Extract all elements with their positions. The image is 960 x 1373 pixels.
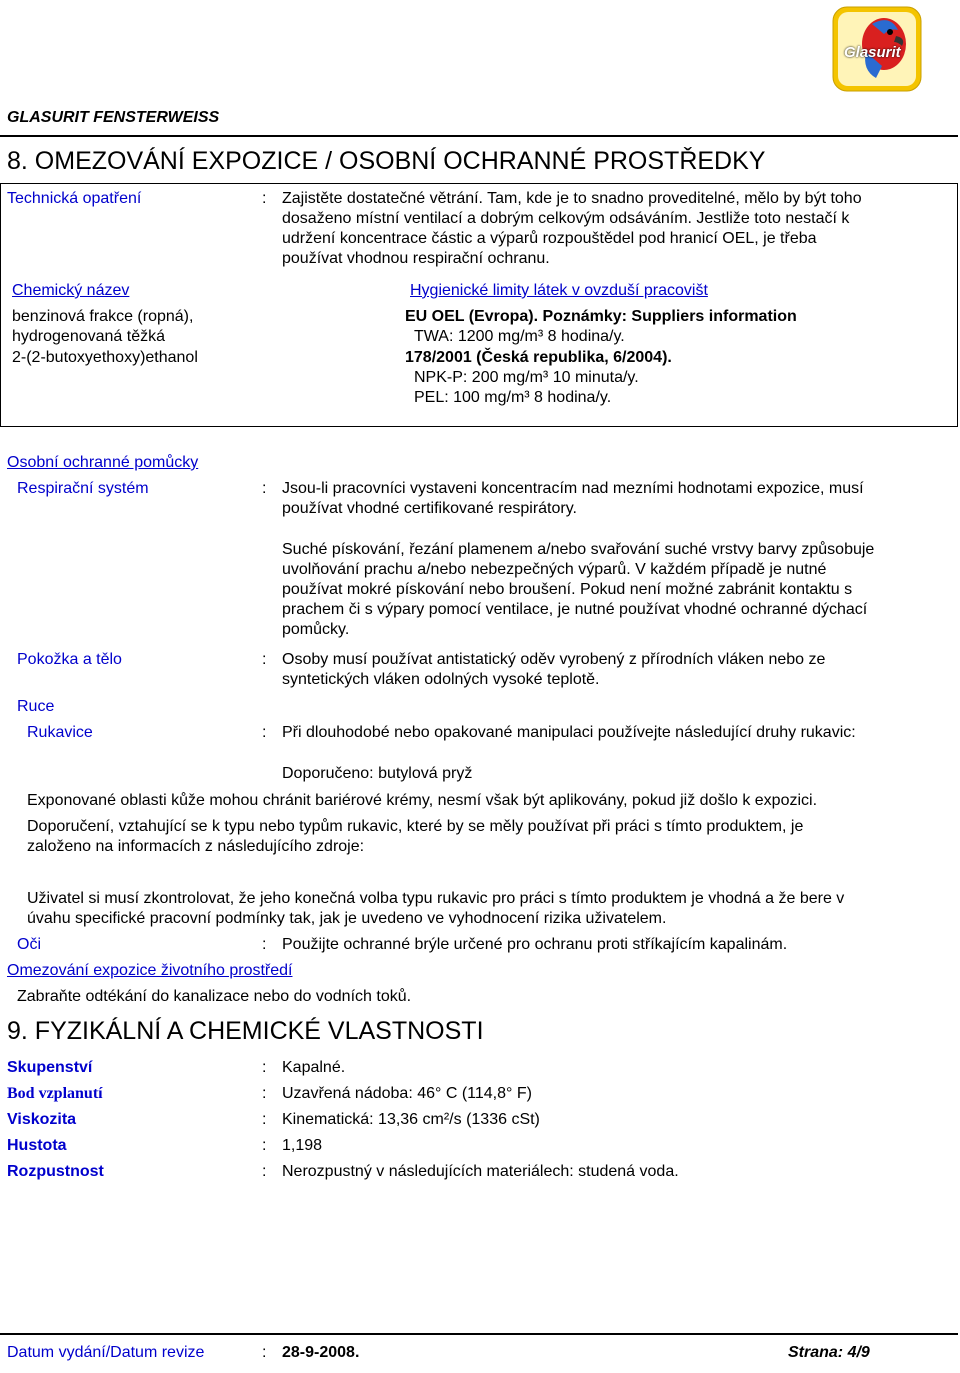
- eyes-colon: :: [262, 936, 267, 953]
- skin-line-2: syntetických vláken odolných vysoké teplotě.: [282, 671, 600, 688]
- product-name: GLASURIT FENSTERWEISS: [7, 109, 220, 126]
- chemical-2-name: 2-(2-butoxyethoxy)ethanol: [12, 349, 198, 366]
- property-label-solubility: Rozpustnost: [7, 1163, 104, 1180]
- property-colon: :: [262, 1111, 267, 1128]
- property-colon: :: [262, 1137, 267, 1154]
- chemical-1-name-line-2: hydrogenovaná těžká: [12, 328, 165, 345]
- chemical-2-limit-source: 178/2001 (Česká republika, 6/2004).: [405, 349, 672, 366]
- chemical-1-limit-source: EU OEL (Evropa). Poznámky: Suppliers information: [405, 308, 797, 325]
- logo-text: Glasurit: [844, 44, 901, 61]
- environmental-exposure-text: Zabraňte odtékání do kanalizace nebo do vodních toků.: [17, 988, 412, 1005]
- footer-date-label: Datum vydání/Datum revize: [7, 1344, 205, 1361]
- skin-body-label: Pokožka a tělo: [17, 651, 122, 668]
- eyes-text: Použijte ochranné brýle určené pro ochranu proti stříkajícím kapalinám.: [282, 936, 788, 953]
- chemical-2-limit-pel: PEL: 100 mg/m³ 8 hodina/y.: [414, 389, 612, 406]
- property-value-viscosity: Kinematická: 13,36 cm²/s (1336 cSt): [282, 1111, 540, 1128]
- property-label-density: Hustota: [7, 1137, 67, 1154]
- property-colon: :: [262, 1163, 267, 1180]
- section9-title: 9. FYZIKÁLNÍ A CHEMICKÉ VLASTNOSTI: [7, 1017, 484, 1045]
- respiratory-label: Respirační systém: [17, 480, 149, 497]
- environmental-exposure-header: Omezování expozice životního prostředí: [7, 962, 293, 979]
- glasurit-logo: [832, 6, 922, 92]
- property-colon: :: [262, 1059, 267, 1076]
- respiratory-line-2: používat vhodné certifikované respirátory.: [282, 500, 577, 517]
- user-check-line-1: Uživatel si musí zkontrolovat, že jeho konečná volba typu rukavic pro práci s tímto produktem je vhodná a že bere v: [27, 890, 845, 907]
- exposure-limits-header: Hygienické limity látek v ovzduší pracovišt: [410, 282, 708, 299]
- property-label-flash-point: Bod vzplanutí: [7, 1085, 103, 1102]
- chemical-1-limit-twa: TWA: 1200 mg/m³ 8 hodina/y.: [414, 328, 625, 345]
- footer-date-value: 28-9-2008.: [282, 1344, 360, 1361]
- chemical-2-limit-npk: NPK-P: 200 mg/m³ 10 minuta/y.: [414, 369, 639, 386]
- respiratory-note-line-1: Suché pískování, řezání plamenem a/nebo svařování suché vrstvy barvy způsobuje: [282, 541, 875, 558]
- gloves-recommendation: Doporučeno: butylová pryž: [282, 765, 473, 782]
- chemical-name-header: Chemický název: [12, 282, 130, 299]
- chemical-1-name-line-1: benzinová frakce (ropná),: [12, 308, 194, 325]
- respiratory-note-line-5: pomůcky.: [282, 621, 350, 638]
- property-value-solubility: Nerozpustný v následujících materiálech: studená voda.: [282, 1163, 679, 1180]
- ppe-header: Osobní ochranné pomůcky: [7, 454, 199, 471]
- respiratory-colon: :: [262, 480, 267, 497]
- tech-measures-label: Technická opatření: [7, 190, 142, 207]
- gloves-colon: :: [262, 724, 267, 741]
- exposed-skin-text: Exponované oblasti kůže mohou chránit bariérové krémy, nesmí však být aplikovány, pokud již došlo k expozici.: [27, 792, 818, 809]
- gloves-label: Rukavice: [27, 724, 93, 741]
- skin-line-1: Osoby musí používat antistatický oděv vyrobený z přírodních vláken nebo ze: [282, 651, 826, 668]
- recommendation-line-2: založeno na informacích z následujícího zdroje:: [27, 838, 365, 855]
- respiratory-note-line-4: prachem či s výpary pomocí ventilace, je nutné používat vhodné ochranné dýchací: [282, 601, 868, 618]
- tech-measures-line-3: udržení koncentrace částic a výparů rozpouštědel pod hranicí OEL, je třeba: [282, 230, 817, 247]
- property-value-flash-point: Uzavřená nádoba: 46° C (114,8° F): [282, 1085, 532, 1102]
- property-label-viscosity: Viskozita: [7, 1111, 77, 1128]
- respiratory-line-1: Jsou-li pracovníci vystaveni koncentracím nad mezními hodnotami expozice, musí: [282, 480, 864, 497]
- property-label-state: Skupenství: [7, 1059, 93, 1076]
- footer-page-number: Strana: 4/9: [788, 1344, 870, 1361]
- footer-rule: [0, 1333, 958, 1335]
- footer-colon: :: [262, 1344, 267, 1361]
- tech-measures-line-1: Zajistěte dostatečné větrání. Tam, kde je to snadno proveditelné, mělo by být toho: [282, 190, 862, 207]
- property-value-state: Kapalné.: [282, 1059, 346, 1076]
- user-check-line-2: úvahu specifické pracovní podmínky tak, jak je uvedeno ve vyhodnocení rizika uživatelem.: [27, 910, 667, 927]
- header-rule: [0, 135, 958, 137]
- section8-title: 8. OMEZOVÁNÍ EXPOZICE / OSOBNÍ OCHRANNÉ PROSTŘEDKY: [7, 147, 766, 175]
- respiratory-note-line-2: uvolňování prachu a/nebo nebezpečných výparů. V každém případě je nutné: [282, 561, 827, 578]
- property-colon: :: [262, 1085, 267, 1102]
- skin-colon: :: [262, 651, 267, 668]
- tech-measures-line-2: dosaženo místní ventilací a dobrým celkovým odsáváním. Jestliže toto nestačí k: [282, 210, 850, 227]
- property-value-density: 1,198: [282, 1137, 323, 1154]
- tech-measures-line-4: používat vhodnou respirační ochranu.: [282, 250, 550, 267]
- hands-label: Ruce: [17, 698, 55, 715]
- eyes-label: Oči: [17, 936, 41, 953]
- tech-colon: :: [262, 190, 267, 207]
- respiratory-note-line-3: používat mokré pískování nebo broušení. Pokud není možné zabránit kontaktu s: [282, 581, 853, 598]
- recommendation-line-1: Doporučení, vztahující se k typu nebo typům rukavic, které by se měly používat při práci s tímto produktem, je: [27, 818, 804, 835]
- gloves-text: Při dlouhodobé nebo opakované manipulaci používejte následující druhy rukavic:: [282, 724, 856, 741]
